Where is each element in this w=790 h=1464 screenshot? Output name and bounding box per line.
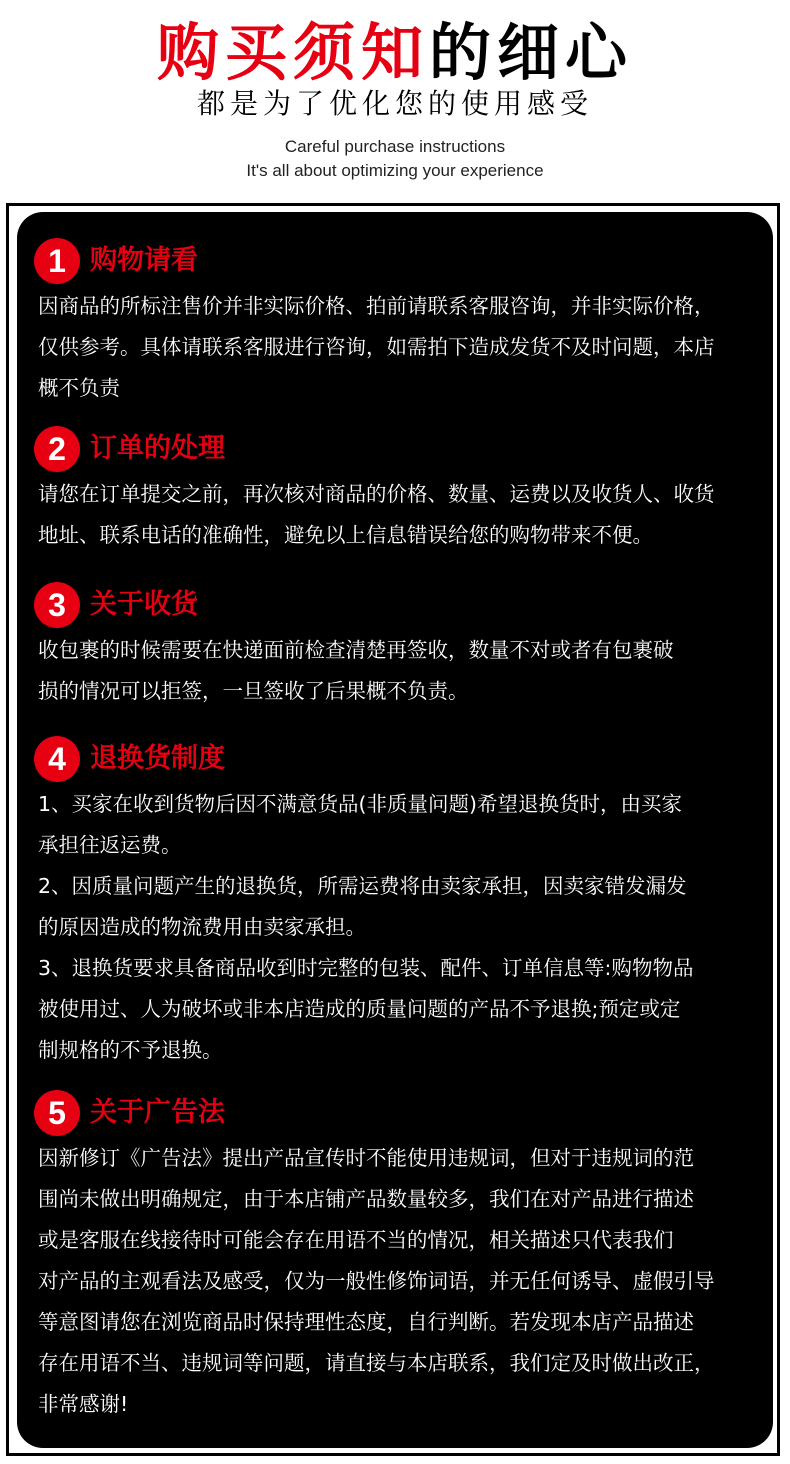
- section-header: [34, 580, 764, 630]
- section-text-line: 因新修订《广告法》提出产品宣传时不能使用违规词，但对于违规词的范: [38, 1146, 694, 1170]
- title-black-part: 的细心: [429, 16, 634, 89]
- section-text-line: 的原因造成的物流费用由卖家承担。: [38, 915, 366, 939]
- section-title: 关于收货: [90, 589, 198, 620]
- section-number-badge: 3: [34, 582, 80, 628]
- section-text-line: 被使用过、人为破坏或非本店造成的质量问题的产品不予退换;预定或定: [38, 997, 681, 1021]
- page-header: [0, 0, 790, 200]
- section-text-line: 存在用语不当、违规词等问题，请直接与本店联系，我们定及时做出改正，: [38, 1351, 715, 1375]
- section-text-line: 1、买家在收到货物后因不满意货品(非质量问题)希望退换货时，由买家: [38, 792, 683, 816]
- page-subtitle: 都是为了优化您的使用感受: [196, 87, 593, 120]
- section-title: 关于广告法: [90, 1097, 225, 1128]
- section-text-line: 请您在订单提交之前，再次核对商品的价格、数量、运费以及收货人、收货: [38, 482, 715, 506]
- section-title: 退换货制度: [90, 743, 225, 774]
- section-text-line: 概不负责: [38, 376, 120, 400]
- section-shopping-notice: [34, 236, 764, 409]
- section-text-line: 或是客服在线接待时可能会存在用语不当的情况，相关描述只代表我们: [38, 1228, 674, 1252]
- section-text-line: 3、退换货要求具备商品收到时完整的包装、配件、订单信息等:购物物品: [38, 956, 694, 980]
- section-text-line: 损的情况可以拒签，一旦签收了后果概不负责。: [38, 679, 469, 703]
- section-text-line: 2、因质量问题产生的退换货，所需运费将由卖家承担，因卖家错发漏发: [38, 874, 687, 898]
- english-subtitle-1: Careful purchase instructions: [284, 137, 506, 156]
- title-red-part: 购买须知: [156, 16, 429, 89]
- section-text-line: 因商品的所标注售价并非实际价格、拍前请联系客服咨询，并非实际价格，: [38, 294, 715, 318]
- section-header: [34, 734, 764, 784]
- section-number-badge: 4: [34, 736, 80, 782]
- section-text-line: 仅供参考。具体请联系客服进行咨询，如需拍下造成发货不及时问题，本店: [38, 335, 715, 359]
- english-subtitle-2: It's all about optimizing your experience: [246, 161, 544, 180]
- section-text-line: 等意图请您在浏览商品时保持理性态度，自行判断。若发现本店产品描述: [38, 1310, 694, 1334]
- section-number-badge: 5: [34, 1090, 80, 1136]
- section-header: [34, 236, 764, 286]
- section-order-processing: [34, 424, 764, 556]
- section-text-line: 承担往返运费。: [38, 833, 182, 857]
- section-text-line: 非常感谢!: [38, 1392, 129, 1416]
- section-text-line: 收包裹的时候需要在快递面前检查清楚再签收，数量不对或者有包裹破: [38, 638, 674, 662]
- section-title: 购物请看: [90, 245, 198, 276]
- section-number-badge: 1: [34, 238, 80, 284]
- section-number-badge: 2: [34, 426, 80, 472]
- section-return-policy: [34, 734, 764, 1071]
- section-text-line: 地址、联系电话的准确性，避免以上信息错误给您的购物带来不便。: [38, 523, 653, 547]
- section-text-line: 制规格的不予退换。: [38, 1038, 223, 1062]
- section-text-line: 对产品的主观看法及感受，仅为一般性修饰词语，并无任何诱导、虚假引导: [38, 1269, 715, 1293]
- section-receiving-goods: [34, 580, 764, 712]
- section-advertising-law: [34, 1088, 764, 1425]
- section-header: [34, 1088, 764, 1138]
- section-title: 订单的处理: [90, 433, 225, 464]
- section-header: [34, 424, 764, 474]
- section-text-line: 围尚未做出明确规定，由于本店铺产品数量较多，我们在对产品进行描述: [38, 1187, 694, 1211]
